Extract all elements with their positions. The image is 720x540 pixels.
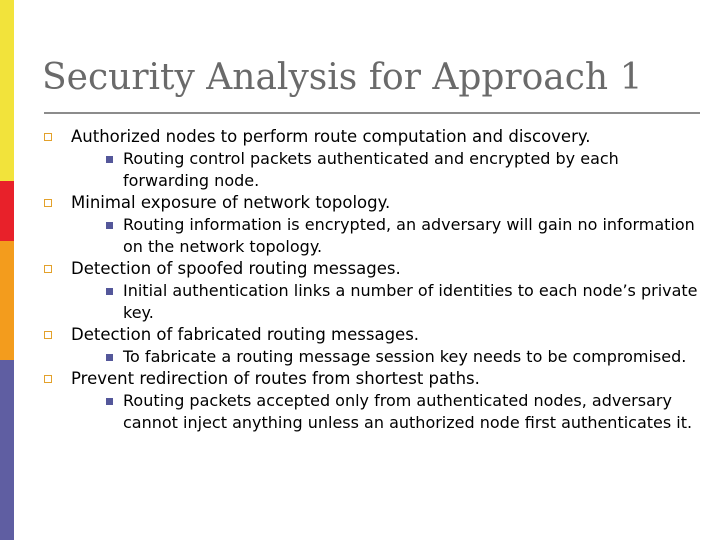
sub-bullet-text: Initial authentication links a number of identities to each node’s private key. — [123, 281, 698, 322]
slide-title: Security Analysis for Approach 1 — [42, 57, 643, 98]
bullet-text: Detection of spoofed routing messages. — [71, 259, 401, 278]
square-bullet-icon — [44, 375, 52, 383]
square-bullet-icon — [44, 133, 52, 141]
accent-bar-red — [0, 181, 14, 241]
bullet-item — [44, 192, 704, 258]
sub-bullet-list — [71, 214, 704, 258]
square-bullet-icon — [44, 331, 52, 339]
sub-bullet-item — [104, 214, 704, 258]
sub-bullet-list — [71, 280, 704, 324]
sub-bullet-item — [104, 390, 704, 434]
bullet-item — [44, 126, 704, 192]
sub-bullet-text: To fabricate a routing message session key needs to be compromised. — [123, 347, 687, 366]
filled-square-bullet-icon — [106, 354, 113, 361]
bullet-text: Detection of fabricated routing messages. — [71, 325, 420, 344]
square-bullet-icon — [44, 199, 52, 207]
sub-bullet-item — [104, 346, 704, 368]
bullet-text: Minimal exposure of network topology. — [71, 193, 391, 212]
sub-bullet-item — [104, 280, 704, 324]
accent-bar-orange — [0, 241, 14, 360]
sub-bullet-list — [71, 148, 704, 192]
square-bullet-icon — [44, 265, 52, 273]
bullet-text: Prevent redirection of routes from shortest paths. — [71, 369, 480, 388]
accent-bar-yellow — [0, 0, 14, 181]
filled-square-bullet-icon — [106, 156, 113, 163]
accent-bar-purple — [0, 360, 14, 540]
sub-bullet-text: Routing control packets authenticated and encrypted by each forwarding node. — [123, 149, 619, 190]
filled-square-bullet-icon — [106, 288, 113, 295]
filled-square-bullet-icon — [106, 398, 113, 405]
bullet-list — [44, 126, 704, 434]
sub-bullet-text: Routing packets accepted only from authenticated nodes, adversary cannot inject anything unless an authorized node first authenticates it. — [123, 391, 693, 432]
filled-square-bullet-icon — [106, 222, 113, 229]
title-underline — [44, 112, 700, 114]
sub-bullet-text: Routing information is encrypted, an adversary will gain no information on the network topology. — [123, 215, 695, 256]
bullet-item — [44, 368, 704, 434]
bullet-item — [44, 258, 704, 324]
sub-bullet-list — [71, 390, 704, 434]
bullet-item — [44, 324, 704, 368]
sub-bullet-item — [104, 148, 704, 192]
sub-bullet-list — [71, 346, 704, 368]
bullet-text: Authorized nodes to perform route computation and discovery. — [71, 127, 591, 146]
